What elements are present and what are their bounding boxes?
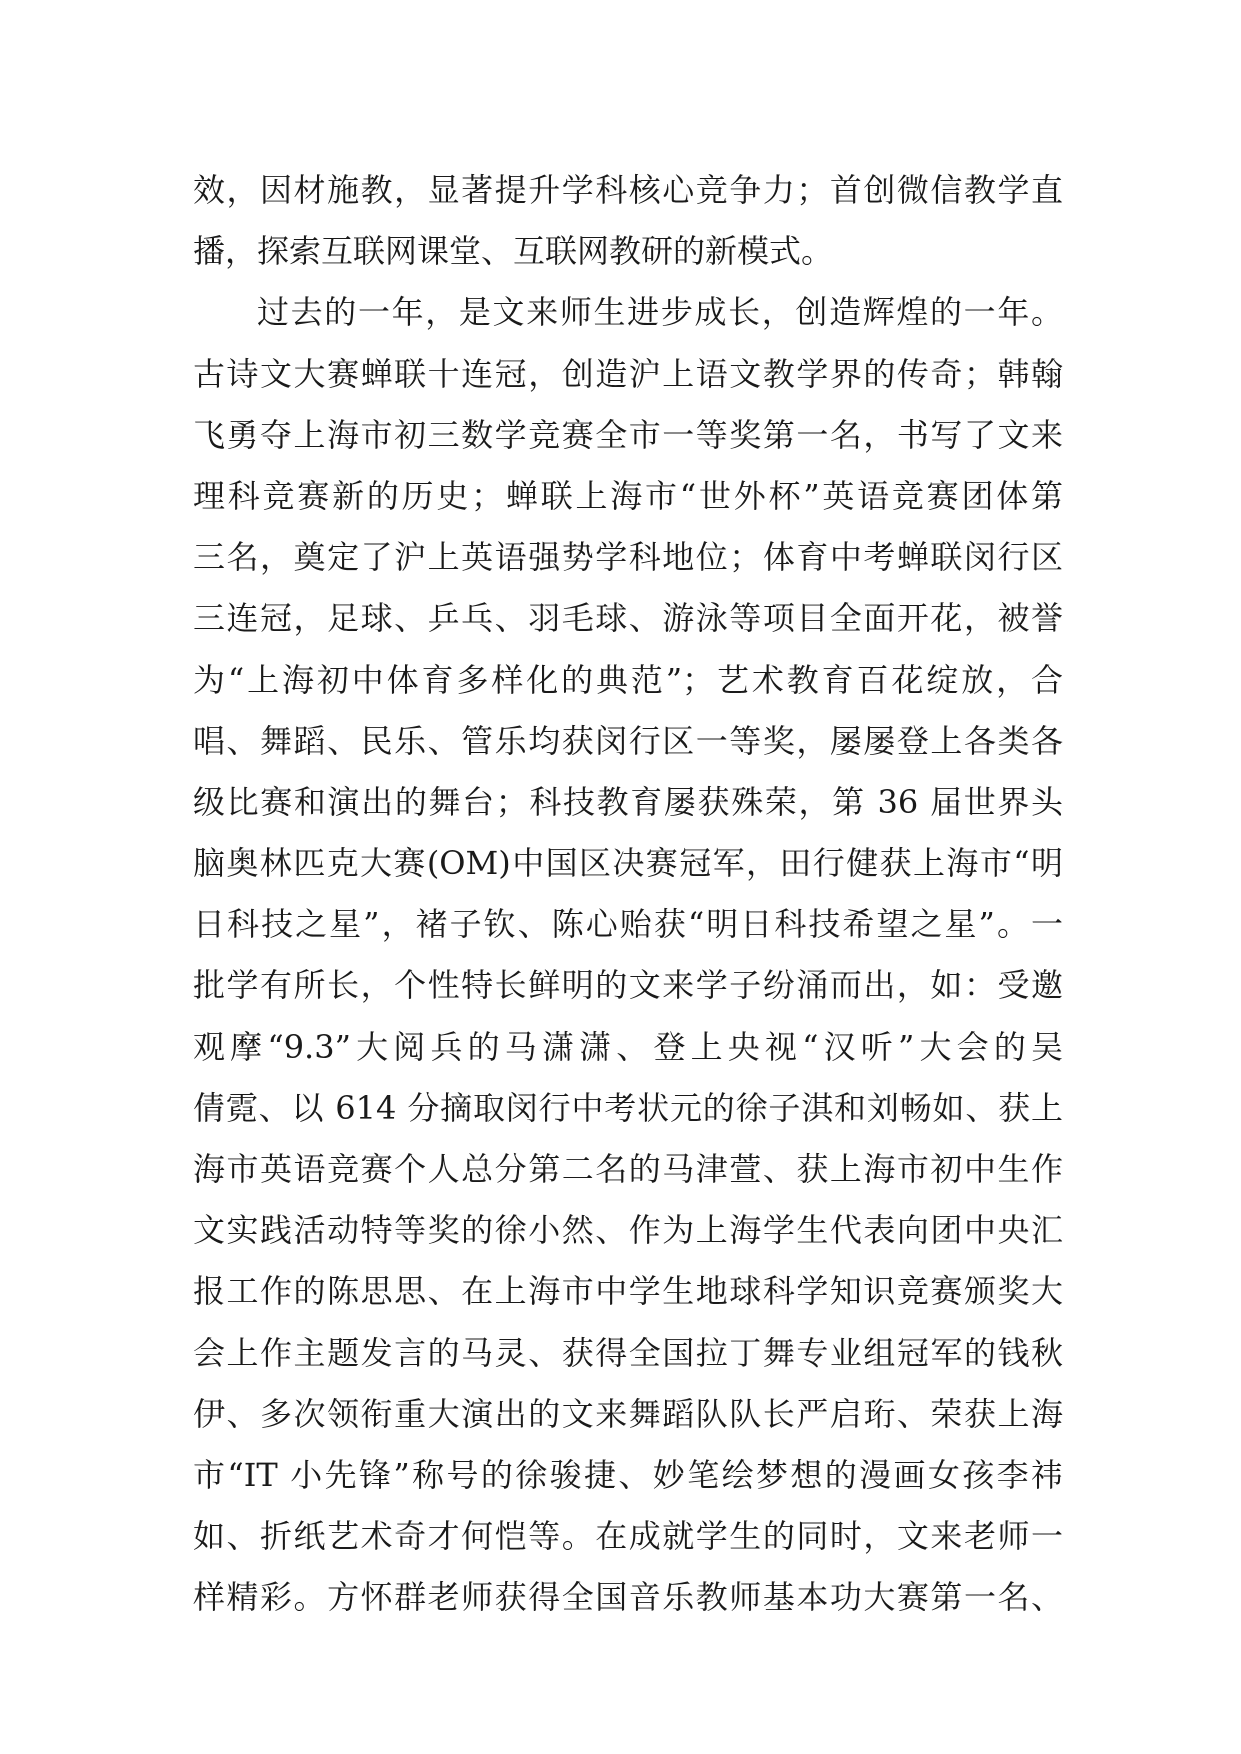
text-line: 市“IT 小先锋”称号的徐骏捷、妙笔绘梦想的漫画女孩李祎: [193, 1455, 1063, 1494]
text-line: 伊、多次领衔重大演出的文来舞蹈队队长严启珩、荣获上海: [193, 1394, 1063, 1433]
text-line: 飞勇夺上海市初三数学竞赛全市一等奖第一名，书写了文来: [193, 415, 1063, 454]
text-line: 级比赛和演出的舞台；科技教育屡获殊荣，第 36 届世界头: [193, 782, 1063, 821]
text-line: 理科竞赛新的历史；蝉联上海市“世外杯”英语竞赛团体第: [193, 476, 1063, 515]
text-line: 海市英语竞赛个人总分第二名的马津萱、获上海市初中生作: [193, 1150, 1063, 1188]
body-text: [193, 160, 1063, 1629]
text-line: 脑奥林匹克大赛(OM)中国区决赛冠军，田行健获上海市“明: [193, 844, 1063, 883]
text-line: 三名，奠定了沪上英语强势学科地位；体育中考蝉联闵行区: [193, 538, 1063, 577]
text-line: 文实践活动特等奖的徐小然、作为上海学生代表向团中央汇: [193, 1211, 1063, 1250]
paragraph-achievements: [193, 282, 1063, 1628]
text-line: 批学有所长，个性特长鲜明的文来学子纷涌而出，如：受邀: [193, 966, 1063, 1005]
text-line: 日科技之星”，褚子钦、陈心贻获“明日科技希望之星”。一: [193, 905, 1063, 944]
text-line: 效，因材施教，显著提升学科核心竞争力；首创微信教学直: [193, 171, 1063, 209]
text-line: 报工作的陈思思、在上海市中学生地球科学知识竞赛颁奖大: [193, 1272, 1063, 1311]
text-line: 过去的一年，是文来师生进步成长，创造辉煌的一年。: [257, 293, 1063, 332]
text-line: 播，探索互联网课堂、互联网教研的新模式。: [193, 232, 834, 271]
text-line: 唱、舞蹈、民乐、管乐均获闵行区一等奖，屡屡登上各类各: [193, 721, 1063, 760]
text-line: 古诗文大赛蝉联十连冠，创造沪上语文教学界的传奇；韩翰: [193, 354, 1063, 393]
text-line: 会上作主题发言的马灵、获得全国拉丁舞专业组冠军的钱秋: [193, 1333, 1063, 1372]
text-line: 样精彩。方怀群老师获得全国音乐教师基本功大赛第一名、: [193, 1578, 1063, 1617]
text-line: 为“上海初中体育多样化的典范”；艺术教育百花绽放，合: [193, 660, 1063, 699]
text-line: 倩霓、以 614 分摘取闵行中考状元的徐子淇和刘畅如、获上: [193, 1088, 1063, 1127]
paragraph-continuation: [193, 160, 1063, 282]
text-line: 三连冠，足球、乒乓、羽毛球、游泳等项目全面开花，被誉: [193, 599, 1063, 638]
text-line: 观摩“9.3”大阅兵的马潇潇、登上央视“汉听”大会的吴: [193, 1027, 1063, 1066]
text-line: 如、折纸艺术奇才何恺等。在成就学生的同时，文来老师一: [193, 1517, 1063, 1556]
